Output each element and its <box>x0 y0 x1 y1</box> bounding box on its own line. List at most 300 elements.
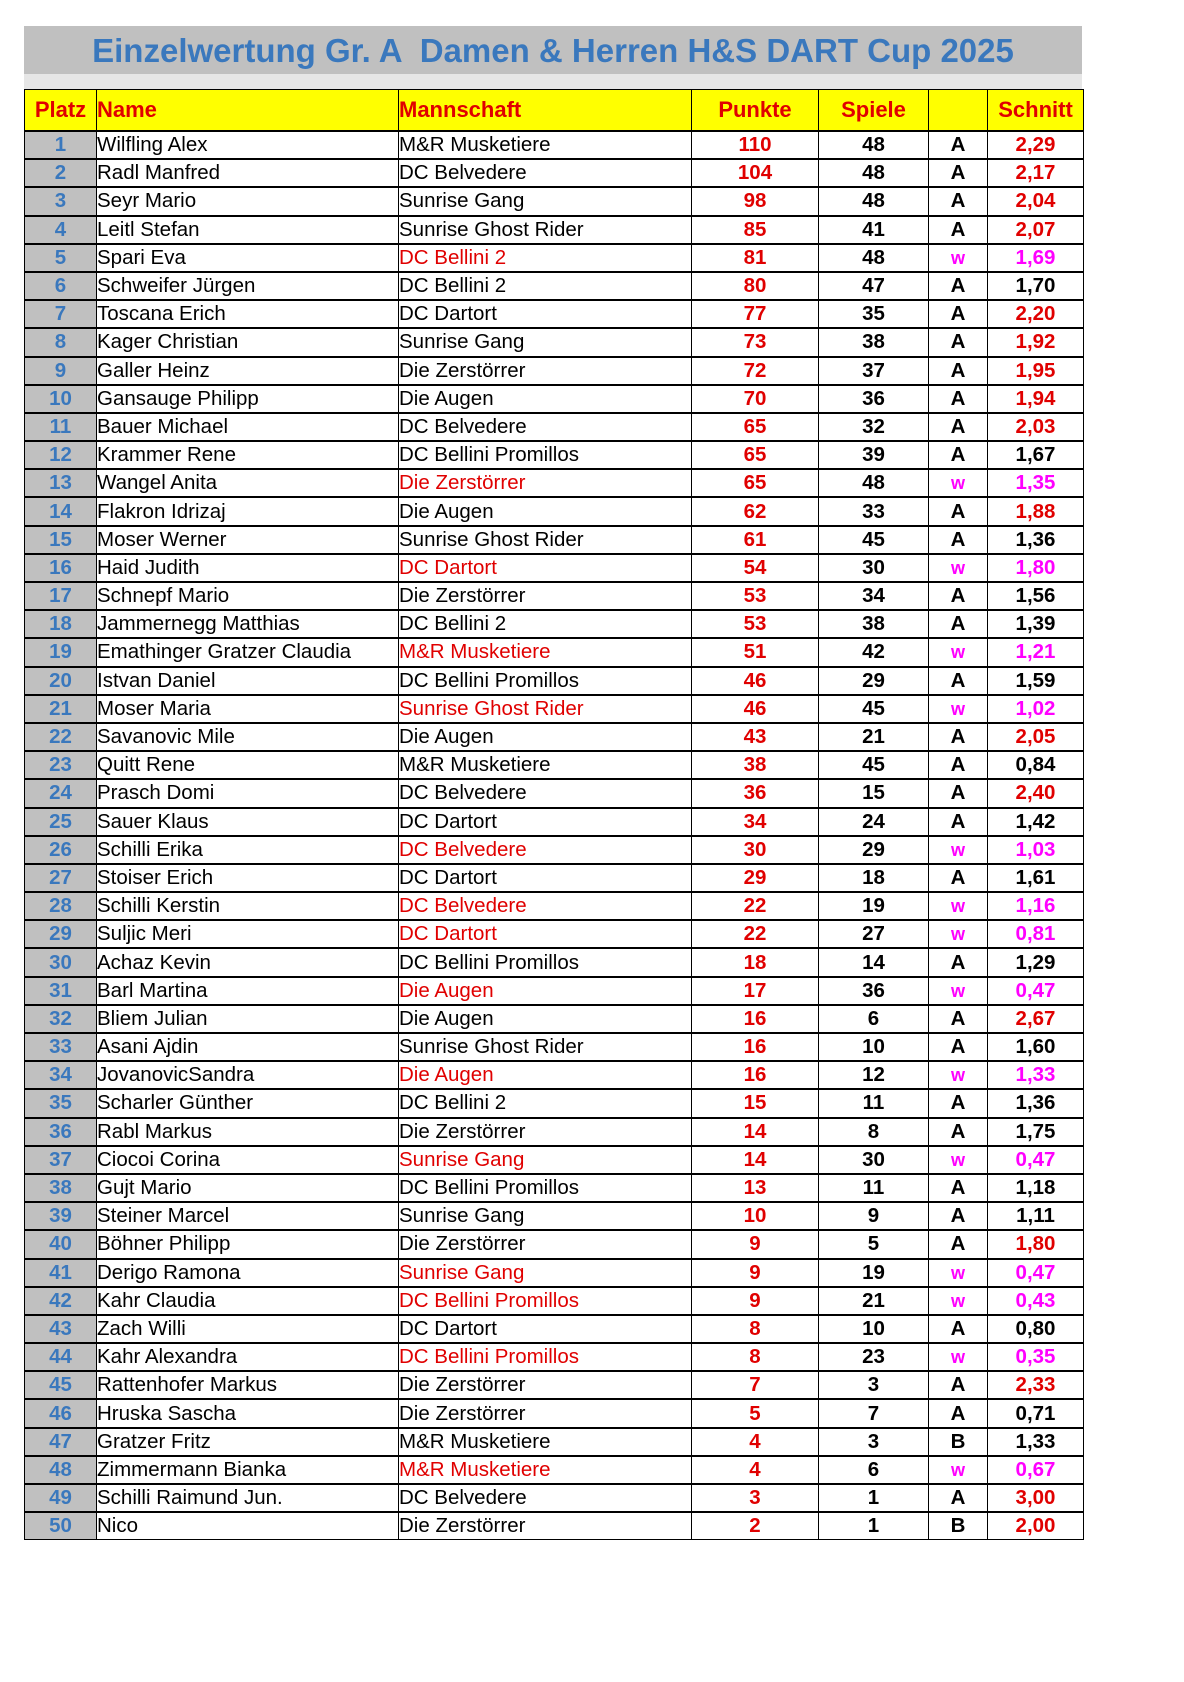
player-name-cell: Istvan Daniel <box>97 667 399 695</box>
team-cell: Die Zerstörrer <box>399 1230 692 1258</box>
games-cell: 27 <box>819 920 929 948</box>
table-row <box>25 385 1084 413</box>
player-name-cell: Rabl Markus <box>97 1118 399 1146</box>
team-cell: DC Belvedere <box>399 159 692 187</box>
average-cell: 0,81 <box>988 920 1084 948</box>
table-row <box>25 920 1084 948</box>
table-row <box>25 187 1084 215</box>
average-cell: 1,16 <box>988 892 1084 920</box>
team-cell: Sunrise Gang <box>399 328 692 356</box>
class-cell: w <box>929 1456 988 1484</box>
rank-cell: 9 <box>25 357 97 385</box>
table-row <box>25 892 1084 920</box>
team-cell: DC Bellini Promillos <box>399 667 692 695</box>
player-name-cell: Seyr Mario <box>97 187 399 215</box>
table-row <box>25 1371 1084 1399</box>
rank-cell: 4 <box>25 216 97 244</box>
games-cell: 47 <box>819 272 929 300</box>
table-row <box>25 1230 1084 1258</box>
rank-cell: 1 <box>25 131 97 159</box>
player-name-cell: Gratzer Fritz <box>97 1428 399 1456</box>
points-cell: 53 <box>692 582 819 610</box>
team-cell: DC Dartort <box>399 300 692 328</box>
games-cell: 18 <box>819 864 929 892</box>
games-cell: 21 <box>819 1287 929 1315</box>
table-row <box>25 1512 1084 1540</box>
average-cell: 2,17 <box>988 159 1084 187</box>
team-cell: Die Augen <box>399 1005 692 1033</box>
rank-cell: 37 <box>25 1146 97 1174</box>
games-cell: 15 <box>819 779 929 807</box>
class-cell: w <box>929 1061 988 1089</box>
average-cell: 1,36 <box>988 1089 1084 1117</box>
games-cell: 3 <box>819 1428 929 1456</box>
table-row <box>25 300 1084 328</box>
player-name-cell: Gansauge Philipp <box>97 385 399 413</box>
games-cell: 21 <box>819 723 929 751</box>
class-cell: A <box>929 864 988 892</box>
rank-cell: 17 <box>25 582 97 610</box>
points-cell: 16 <box>692 1005 819 1033</box>
games-cell: 41 <box>819 216 929 244</box>
games-cell: 10 <box>819 1315 929 1343</box>
average-cell: 3,00 <box>988 1484 1084 1512</box>
table-row <box>25 159 1084 187</box>
rank-cell: 32 <box>25 1005 97 1033</box>
table-row <box>25 1484 1084 1512</box>
average-cell: 2,04 <box>988 187 1084 215</box>
team-cell: M&R Musketiere <box>399 638 692 666</box>
points-cell: 16 <box>692 1061 819 1089</box>
table-row <box>25 808 1084 836</box>
average-cell: 2,05 <box>988 723 1084 751</box>
player-name-cell: Moser Werner <box>97 526 399 554</box>
page-title: Einzelwertung Gr. A Damen & Herren H&S DART Cup 2025 <box>92 32 1014 69</box>
average-cell: 1,36 <box>988 526 1084 554</box>
class-cell: A <box>929 441 988 469</box>
rank-cell: 50 <box>25 1512 97 1540</box>
rank-cell: 20 <box>25 667 97 695</box>
class-cell: A <box>929 131 988 159</box>
games-cell: 45 <box>819 751 929 779</box>
table-row <box>25 554 1084 582</box>
points-cell: 43 <box>692 723 819 751</box>
rank-cell: 11 <box>25 413 97 441</box>
class-cell: w <box>929 977 988 1005</box>
points-cell: 9 <box>692 1287 819 1315</box>
class-cell: w <box>929 244 988 272</box>
player-name-cell: Spari Eva <box>97 244 399 272</box>
points-cell: 77 <box>692 300 819 328</box>
average-cell: 1,02 <box>988 695 1084 723</box>
points-cell: 7 <box>692 1371 819 1399</box>
games-cell: 30 <box>819 1146 929 1174</box>
average-cell: 1,03 <box>988 836 1084 864</box>
average-cell: 1,59 <box>988 667 1084 695</box>
team-cell: DC Bellini 2 <box>399 610 692 638</box>
table-row <box>25 667 1084 695</box>
points-cell: 4 <box>692 1456 819 1484</box>
games-cell: 3 <box>819 1371 929 1399</box>
team-cell: DC Dartort <box>399 554 692 582</box>
class-cell: A <box>929 1033 988 1061</box>
table-row <box>25 695 1084 723</box>
points-cell: 61 <box>692 526 819 554</box>
table-row <box>25 977 1084 1005</box>
rank-cell: 30 <box>25 948 97 976</box>
average-cell: 0,47 <box>988 1259 1084 1287</box>
team-cell: DC Dartort <box>399 920 692 948</box>
team-cell: Sunrise Ghost Rider <box>399 216 692 244</box>
table-row <box>25 1174 1084 1202</box>
team-cell: Die Augen <box>399 723 692 751</box>
average-cell: 1,61 <box>988 864 1084 892</box>
average-cell: 1,75 <box>988 1118 1084 1146</box>
player-name-cell: Leitl Stefan <box>97 216 399 244</box>
games-cell: 1 <box>819 1484 929 1512</box>
points-cell: 65 <box>692 441 819 469</box>
rank-cell: 12 <box>25 441 97 469</box>
rank-cell: 42 <box>25 1287 97 1315</box>
average-cell: 1,70 <box>988 272 1084 300</box>
games-cell: 19 <box>819 892 929 920</box>
player-name-cell: Kahr Alexandra <box>97 1343 399 1371</box>
games-cell: 24 <box>819 808 929 836</box>
table-row <box>25 751 1084 779</box>
class-cell: A <box>929 1089 988 1117</box>
points-cell: 5 <box>692 1399 819 1427</box>
average-cell: 0,80 <box>988 1315 1084 1343</box>
table-row <box>25 779 1084 807</box>
class-cell: A <box>929 610 988 638</box>
player-name-cell: Gujt Mario <box>97 1174 399 1202</box>
points-cell: 29 <box>692 864 819 892</box>
average-cell: 1,42 <box>988 808 1084 836</box>
team-cell: Die Augen <box>399 497 692 525</box>
points-cell: 8 <box>692 1315 819 1343</box>
average-cell: 2,67 <box>988 1005 1084 1033</box>
points-cell: 30 <box>692 836 819 864</box>
points-cell: 53 <box>692 610 819 638</box>
class-cell: A <box>929 1484 988 1512</box>
points-cell: 81 <box>692 244 819 272</box>
games-cell: 33 <box>819 497 929 525</box>
rank-cell: 43 <box>25 1315 97 1343</box>
table-row <box>25 1033 1084 1061</box>
player-name-cell: Prasch Domi <box>97 779 399 807</box>
class-cell: A <box>929 328 988 356</box>
player-name-cell: Hruska Sascha <box>97 1399 399 1427</box>
class-cell: B <box>929 1428 988 1456</box>
team-cell: DC Bellini 2 <box>399 244 692 272</box>
games-cell: 45 <box>819 695 929 723</box>
rank-cell: 2 <box>25 159 97 187</box>
class-cell: A <box>929 300 988 328</box>
title-underband <box>24 74 1082 89</box>
points-cell: 104 <box>692 159 819 187</box>
table-row <box>25 582 1084 610</box>
average-cell: 1,95 <box>988 357 1084 385</box>
average-cell: 1,80 <box>988 1230 1084 1258</box>
rank-cell: 40 <box>25 1230 97 1258</box>
player-name-cell: Sauer Klaus <box>97 808 399 836</box>
player-name-cell: Savanovic Mile <box>97 723 399 751</box>
games-cell: 39 <box>819 441 929 469</box>
rank-cell: 46 <box>25 1399 97 1427</box>
player-name-cell: Schilli Erika <box>97 836 399 864</box>
average-cell: 1,80 <box>988 554 1084 582</box>
average-cell: 2,40 <box>988 779 1084 807</box>
table-row <box>25 244 1084 272</box>
player-name-cell: Kager Christian <box>97 328 399 356</box>
class-cell: w <box>929 1287 988 1315</box>
team-cell: Die Augen <box>399 385 692 413</box>
rank-cell: 47 <box>25 1428 97 1456</box>
header-punkte: Punkte <box>692 90 819 132</box>
points-cell: 80 <box>692 272 819 300</box>
rank-cell: 39 <box>25 1202 97 1230</box>
class-cell: A <box>929 667 988 695</box>
team-cell: DC Dartort <box>399 864 692 892</box>
class-cell: A <box>929 159 988 187</box>
standings-table <box>24 89 1084 1540</box>
class-cell: w <box>929 1343 988 1371</box>
average-cell: 0,71 <box>988 1399 1084 1427</box>
rank-cell: 36 <box>25 1118 97 1146</box>
table-row <box>25 1089 1084 1117</box>
average-cell: 1,29 <box>988 948 1084 976</box>
points-cell: 51 <box>692 638 819 666</box>
class-cell: w <box>929 554 988 582</box>
points-cell: 9 <box>692 1259 819 1287</box>
table-row <box>25 610 1084 638</box>
average-cell: 1,67 <box>988 441 1084 469</box>
header-klasse <box>929 90 988 132</box>
player-name-cell: Achaz Kevin <box>97 948 399 976</box>
games-cell: 12 <box>819 1061 929 1089</box>
player-name-cell: Scharler Günther <box>97 1089 399 1117</box>
header-mannschaft: Mannschaft <box>399 90 692 132</box>
class-cell: w <box>929 892 988 920</box>
games-cell: 48 <box>819 131 929 159</box>
table-row <box>25 328 1084 356</box>
team-cell: DC Belvedere <box>399 1484 692 1512</box>
table-row <box>25 1146 1084 1174</box>
class-cell: A <box>929 1202 988 1230</box>
class-cell: A <box>929 1230 988 1258</box>
average-cell: 1,33 <box>988 1428 1084 1456</box>
games-cell: 48 <box>819 187 929 215</box>
team-cell: M&R Musketiere <box>399 751 692 779</box>
average-cell: 2,20 <box>988 300 1084 328</box>
points-cell: 15 <box>692 1089 819 1117</box>
table-row <box>25 1456 1084 1484</box>
player-name-cell: Barl Martina <box>97 977 399 1005</box>
points-cell: 16 <box>692 1033 819 1061</box>
class-cell: w <box>929 469 988 497</box>
points-cell: 22 <box>692 920 819 948</box>
rank-cell: 21 <box>25 695 97 723</box>
team-cell: Sunrise Gang <box>399 1146 692 1174</box>
table-row <box>25 497 1084 525</box>
points-cell: 17 <box>692 977 819 1005</box>
team-cell: DC Belvedere <box>399 836 692 864</box>
team-cell: Sunrise Ghost Rider <box>399 695 692 723</box>
games-cell: 14 <box>819 948 929 976</box>
average-cell: 0,67 <box>988 1456 1084 1484</box>
table-row <box>25 357 1084 385</box>
table-row <box>25 469 1084 497</box>
player-name-cell: Rattenhofer Markus <box>97 1371 399 1399</box>
points-cell: 98 <box>692 187 819 215</box>
rank-cell: 10 <box>25 385 97 413</box>
player-name-cell: Schilli Raimund Jun. <box>97 1484 399 1512</box>
team-cell: Sunrise Ghost Rider <box>399 1033 692 1061</box>
average-cell: 1,60 <box>988 1033 1084 1061</box>
games-cell: 42 <box>819 638 929 666</box>
player-name-cell: Steiner Marcel <box>97 1202 399 1230</box>
average-cell: 1,11 <box>988 1202 1084 1230</box>
rank-cell: 3 <box>25 187 97 215</box>
class-cell: A <box>929 272 988 300</box>
points-cell: 54 <box>692 554 819 582</box>
rank-cell: 48 <box>25 1456 97 1484</box>
points-cell: 10 <box>692 1202 819 1230</box>
class-cell: A <box>929 1118 988 1146</box>
class-cell: A <box>929 216 988 244</box>
player-name-cell: Toscana Erich <box>97 300 399 328</box>
points-cell: 73 <box>692 328 819 356</box>
player-name-cell: Wangel Anita <box>97 469 399 497</box>
class-cell: A <box>929 1371 988 1399</box>
rank-cell: 7 <box>25 300 97 328</box>
table-row <box>25 413 1084 441</box>
games-cell: 36 <box>819 385 929 413</box>
average-cell: 1,88 <box>988 497 1084 525</box>
rank-cell: 44 <box>25 1343 97 1371</box>
table-row <box>25 216 1084 244</box>
points-cell: 38 <box>692 751 819 779</box>
average-cell: 1,69 <box>988 244 1084 272</box>
team-cell: Die Zerstörrer <box>399 1118 692 1146</box>
average-cell: 1,21 <box>988 638 1084 666</box>
class-cell: w <box>929 836 988 864</box>
points-cell: 65 <box>692 413 819 441</box>
player-name-cell: Krammer Rene <box>97 441 399 469</box>
team-cell: Die Zerstörrer <box>399 1371 692 1399</box>
player-name-cell: Schweifer Jürgen <box>97 272 399 300</box>
average-cell: 2,03 <box>988 413 1084 441</box>
games-cell: 6 <box>819 1456 929 1484</box>
player-name-cell: Zimmermann Bianka <box>97 1456 399 1484</box>
average-cell: 1,39 <box>988 610 1084 638</box>
average-cell: 0,47 <box>988 1146 1084 1174</box>
player-name-cell: Haid Judith <box>97 554 399 582</box>
team-cell: DC Bellini Promillos <box>399 1287 692 1315</box>
class-cell: B <box>929 1512 988 1540</box>
rank-cell: 23 <box>25 751 97 779</box>
team-cell: DC Bellini 2 <box>399 272 692 300</box>
games-cell: 1 <box>819 1512 929 1540</box>
average-cell: 0,43 <box>988 1287 1084 1315</box>
team-cell: DC Belvedere <box>399 413 692 441</box>
points-cell: 46 <box>692 695 819 723</box>
class-cell: A <box>929 1174 988 1202</box>
average-cell: 1,33 <box>988 1061 1084 1089</box>
points-cell: 4 <box>692 1428 819 1456</box>
games-cell: 34 <box>819 582 929 610</box>
table-row <box>25 1005 1084 1033</box>
rank-cell: 34 <box>25 1061 97 1089</box>
player-name-cell: Schnepf Mario <box>97 582 399 610</box>
header-row <box>25 90 1084 132</box>
class-cell: A <box>929 1005 988 1033</box>
player-name-cell: Bliem Julian <box>97 1005 399 1033</box>
header-schnitt: Schnitt <box>988 90 1084 132</box>
rank-cell: 5 <box>25 244 97 272</box>
table-row <box>25 272 1084 300</box>
player-name-cell: Ciocoi Corina <box>97 1146 399 1174</box>
table-row <box>25 441 1084 469</box>
class-cell: w <box>929 695 988 723</box>
average-cell: 1,92 <box>988 328 1084 356</box>
player-name-cell: Emathinger Gratzer Claudia <box>97 638 399 666</box>
average-cell: 1,94 <box>988 385 1084 413</box>
team-cell: Die Zerstörrer <box>399 469 692 497</box>
team-cell: DC Bellini Promillos <box>399 1174 692 1202</box>
header-name: Name <box>97 90 399 132</box>
table-row <box>25 526 1084 554</box>
games-cell: 9 <box>819 1202 929 1230</box>
player-name-cell: Jammernegg Matthias <box>97 610 399 638</box>
average-cell: 1,18 <box>988 1174 1084 1202</box>
player-name-cell: Quitt Rene <box>97 751 399 779</box>
table-row <box>25 1061 1084 1089</box>
rank-cell: 25 <box>25 808 97 836</box>
team-cell: DC Bellini Promillos <box>399 1343 692 1371</box>
player-name-cell: Radl Manfred <box>97 159 399 187</box>
player-name-cell: JovanovicSandra <box>97 1061 399 1089</box>
class-cell: A <box>929 497 988 525</box>
table-row <box>25 1343 1084 1371</box>
games-cell: 8 <box>819 1118 929 1146</box>
class-cell: A <box>929 582 988 610</box>
average-cell: 2,33 <box>988 1371 1084 1399</box>
average-cell: 0,84 <box>988 751 1084 779</box>
points-cell: 62 <box>692 497 819 525</box>
team-cell: M&R Musketiere <box>399 1456 692 1484</box>
team-cell: DC Dartort <box>399 1315 692 1343</box>
average-cell: 0,35 <box>988 1343 1084 1371</box>
player-name-cell: Nico <box>97 1512 399 1540</box>
rank-cell: 15 <box>25 526 97 554</box>
team-cell: Sunrise Gang <box>399 1259 692 1287</box>
table-row <box>25 1287 1084 1315</box>
points-cell: 85 <box>692 216 819 244</box>
games-cell: 48 <box>819 159 929 187</box>
games-cell: 29 <box>819 836 929 864</box>
class-cell: A <box>929 948 988 976</box>
player-name-cell: Galler Heinz <box>97 357 399 385</box>
games-cell: 35 <box>819 300 929 328</box>
games-cell: 45 <box>819 526 929 554</box>
table-row <box>25 1259 1084 1287</box>
team-cell: DC Bellini Promillos <box>399 441 692 469</box>
average-cell: 1,35 <box>988 469 1084 497</box>
points-cell: 13 <box>692 1174 819 1202</box>
class-cell: A <box>929 385 988 413</box>
player-name-cell: Bauer Michael <box>97 413 399 441</box>
